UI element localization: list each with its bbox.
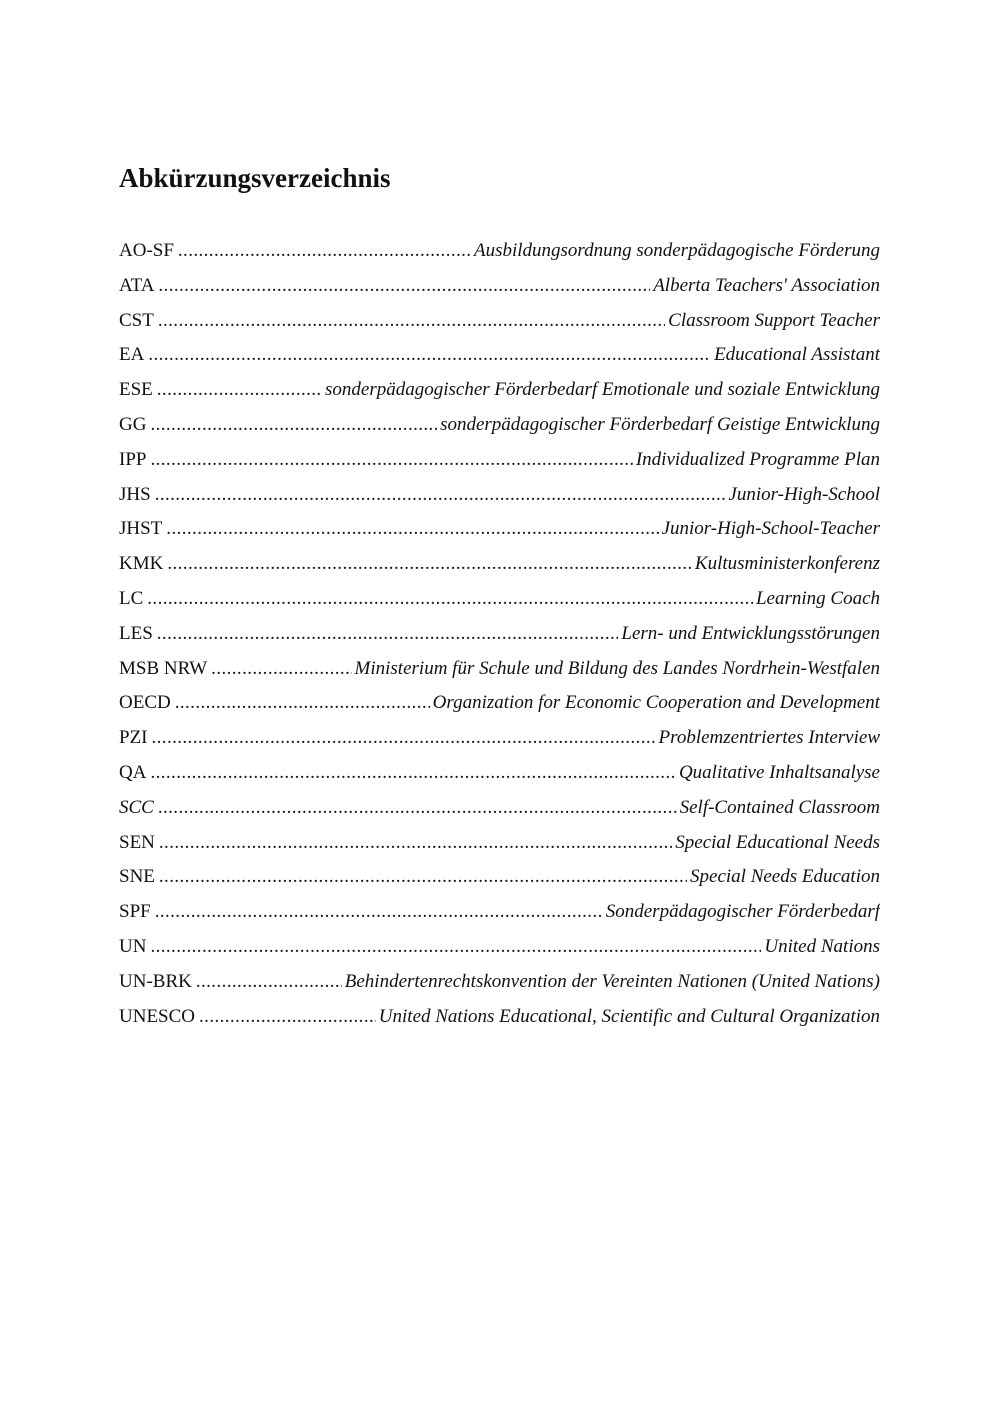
abbreviation-meaning: Junior-High-School [728,483,880,505]
dot-leader [150,408,437,443]
abbreviation-meaning: sonderpädagogischer Förderbedarf Geistige Entwicklung [440,413,880,435]
dot-leader [159,860,687,895]
dot-leader [211,652,351,687]
dot-leader [155,478,726,513]
abbreviation-entry [119,338,880,373]
dot-leader [159,826,672,861]
dot-leader [155,895,603,930]
abbreviation-meaning: Ausbildungsordnung sonderpädagogische Förderung [473,240,880,261]
dot-leader [150,756,675,791]
dot-leader [150,443,632,478]
dot-leader [196,965,342,1000]
abbreviation-meaning: sonderpädagogischer Förderbedarf Emotionale und soziale Entwicklung [325,379,880,401]
abbreviation-term: ESE [119,379,153,401]
page-title: Abkürzungsverzeichnis [119,163,391,193]
abbreviation-entry [119,826,880,861]
dot-leader [152,721,656,756]
abbreviation-term: CST [119,309,154,331]
dot-leader [157,373,322,408]
abbreviation-entry [119,617,880,652]
abbreviation-term: LC [119,587,144,609]
abbreviation-meaning: Ministerium für Schule und Bildung des Landes Nordrhein-Westfalen [354,657,880,679]
abbreviation-term: JHST [119,518,163,540]
abbreviation-entry [119,582,880,617]
abbreviation-entry [119,269,880,304]
abbreviation-list [119,234,880,1034]
abbreviation-entry [119,791,880,826]
abbreviation-entry [119,408,880,443]
abbreviation-entry [119,756,880,791]
abbreviation-entry [119,860,880,895]
abbreviation-meaning: Self-Contained Classroom [679,796,880,818]
dot-leader [147,582,753,617]
abbreviation-term: PZI [119,727,148,749]
abbreviation-meaning: United Nations Educational, Scientific and Cultural Organization [378,1005,880,1027]
abbreviation-entry [119,965,880,1000]
abbreviation-meaning: Lern- und Entwicklungsstörungen [621,622,880,644]
abbreviation-entry [119,512,880,547]
abbreviation-term: JHS [119,483,151,505]
abbreviation-entry [119,652,880,687]
abbreviation-term: UN-BRK [119,970,192,992]
abbreviation-meaning: Educational Assistant [714,344,880,366]
abbreviation-entry [119,686,880,721]
abbreviation-term: EA [119,344,145,366]
dot-leader [178,234,471,269]
abbreviation-term: AO-SF [119,240,174,261]
abbreviation-term: ATA [119,274,155,296]
dot-leader [150,930,761,965]
abbreviation-entry [119,1000,880,1035]
abbreviation-term: SPF [119,901,151,923]
abbreviation-meaning: Junior-High-School-Teacher [661,518,880,540]
abbreviation-entry [119,930,880,965]
dot-leader [166,512,658,547]
abbreviation-entry [119,478,880,513]
abbreviation-meaning: Individualized Programme Plan [635,448,880,470]
abbreviation-entry [119,895,880,930]
abbreviation-entry [119,443,880,478]
dot-leader [167,547,692,582]
abbreviation-meaning: Kultusministerkonferenz [694,553,880,575]
abbreviation-term: SEN [119,831,155,853]
abbreviation-meaning: Qualitative Inhaltsanalyse [678,761,880,783]
abbreviation-term: KMK [119,553,164,575]
abbreviation-term: UN [119,935,147,957]
abbreviation-entry [119,721,880,756]
dot-leader [158,304,665,339]
abbreviation-meaning: Sonderpädagogischer Förderbedarf [605,901,880,923]
abbreviation-term: IPP [119,448,147,470]
abbreviation-entry [119,304,880,339]
abbreviation-term: MSB NRW [119,657,208,679]
dot-leader [158,269,650,304]
abbreviation-term: OECD [119,692,171,714]
abbreviation-term: UNESCO [119,1005,196,1027]
dot-leader [175,686,430,721]
abbreviation-meaning: Special Needs Education [690,866,880,888]
dot-leader [157,617,619,652]
abbreviation-meaning: Special Educational Needs [675,831,880,853]
dot-leader [158,791,677,826]
abbreviation-meaning: United Nations [764,935,880,957]
abbreviation-meaning: Problemzentriertes Interview [658,727,880,749]
abbreviation-meaning: Behindertenrechtskonvention der Vereinten Nationen (United Nations) [344,970,880,992]
abbreviation-meaning: Alberta Teachers' Association [653,274,880,296]
abbreviation-term: SCC [119,796,154,818]
dot-leader [199,1000,376,1035]
abbreviation-term: QA [119,761,147,783]
dot-leader [148,338,711,373]
abbreviation-entry [119,373,880,408]
abbreviation-term: SNE [119,866,155,888]
abbreviation-entry [119,547,880,582]
abbreviation-entry [119,234,880,269]
abbreviation-meaning: Learning Coach [755,587,880,609]
abbreviation-term: GG [119,413,147,435]
abbreviation-meaning: Classroom Support Teacher [668,309,880,331]
abbreviation-term: LES [119,622,153,644]
abbreviation-meaning: Organization for Economic Cooperation and Development [432,692,880,714]
